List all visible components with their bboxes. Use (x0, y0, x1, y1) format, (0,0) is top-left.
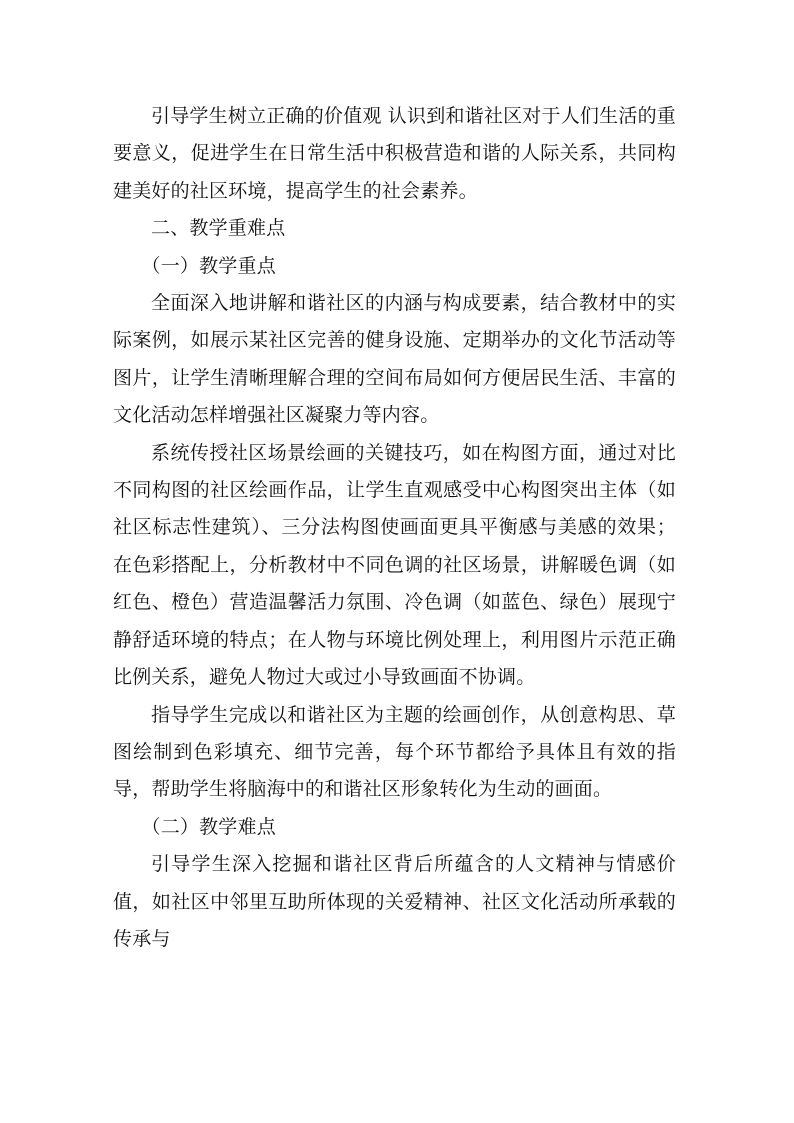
section-heading-key-difficult-points: 二、教学重难点 (151, 217, 286, 240)
paragraph-painting-skills: 系统传授社区场景绘画的关键技巧，如在构图方面，通过对比不同构图的社区绘画作品，让学生直观感受中心构图突出主体（如社区标志性建筑）、三分法构图使画面更具平衡感与美感的效果；在色彩搭配上，分析教材中不同色调的社区场景，讲解暖色调（如红色、橙色）营造温馨活力氛围、冷色调（如蓝色、绿色）展现宁静舒适环境的特点；在人物与环境比例处理上，利用图片示范正确比例关系，避免人物过大或过小导致画面不协调。 (113, 441, 676, 689)
paragraph-humanistic-spirit: 引导学生深入挖掘和谐社区背后所蕴含的人文精神与情感价值，如社区中邻里互助所体现的关爱精神、社区文化活动所承载的传承与 (113, 853, 676, 950)
subsection-heading-difficult-points: （二）教学难点 (141, 815, 276, 838)
paragraph-community-connotation: 全面深入地讲解和谐社区的内涵与构成要素，结合教材中的实际案例，如展示某社区完善的健身设施、定期举办的文化节活动等图片，让学生清晰理解合理的空间布局如何方便居民生活、丰富的文化活动怎样增强社区凝聚力等内容。 (113, 292, 676, 427)
subsection-heading-key-points: （一）教学重点 (141, 254, 276, 277)
paragraph-values-goal: 引导学生树立正确的价值观 认识到和谐社区对于人们生活的重要意义，促进学生在日常生活中积极营造和谐的人际关系，共同构建美好的社区环境，提高学生的社会素养。 (113, 105, 676, 202)
paragraph-creation-guidance: 指导学生完成以和谐社区为主题的绘画创作，从创意构思、草图绘制到色彩填充、细节完善，每个环节都给予具体且有效的指导，帮助学生将脑海中的和谐社区形象转化为生动的画面。 (113, 703, 676, 801)
